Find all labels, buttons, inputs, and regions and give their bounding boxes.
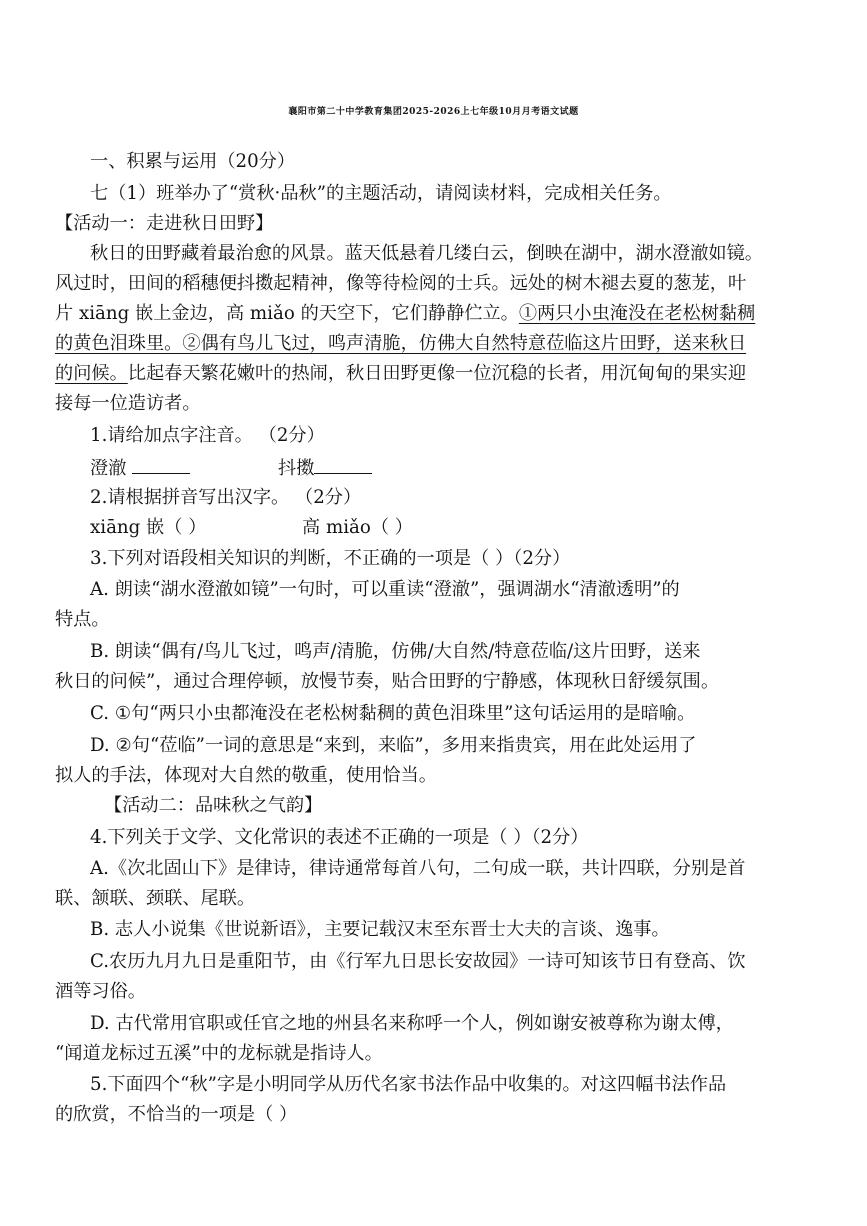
underlined-sentence: 的问候。 (55, 363, 128, 384)
passage-line: 接每一位造访者。 (55, 393, 201, 414)
passage-text: 比起春天繁花嫩叶的热闹，秋日田野更像一位沉稳的长者，用沉甸甸的果实迎 (127, 363, 747, 384)
question-4: 4.下列关于文学、文化常识的表述不正确的一项是（ ）（2分） (90, 827, 589, 848)
q4-option-a: A.《次北固山下》是律诗，律诗通常每首八句，二句成一联，共计四联，分别是首 (90, 858, 746, 879)
page-title: 襄阳市第二十中学教育集团2025-2026上七年级10月月考语文试题 (288, 107, 579, 117)
q1-answer-a (90, 455, 190, 481)
underlined-sentence: 的黄色泪珠里。②偶有鸟儿飞过，鸣声清脆，仿佛大自然特意莅临这片田野，送来秋日 (55, 333, 747, 354)
question-5: 5.下面四个“秋”字是小明同学从历代名家书法作品中收集的。对这四幅书法作品 (90, 1074, 727, 1095)
answer-blank[interactable] (314, 455, 372, 474)
intro-text: 七（1）班举办了“赏秋·品秋”的主题活动，请阅读材料，完成相关任务。 (90, 183, 672, 204)
q3-option-b-cont: 秋日的问候”，通过合理停顿，放慢节奏，贴合田野的宁静感，体现秋日舒缓氛围。 (55, 671, 720, 692)
section-heading: 一、积累与运用（20分） (90, 151, 296, 172)
passage-line (55, 302, 755, 326)
q2-answer-a: xiāng 嵌（ ） (90, 517, 207, 538)
activity-heading: 【活动二：品味秋之气韵】 (104, 795, 323, 816)
q3-option-c: C. ①句“两只小虫都淹没在老松树黏稠的黄色泪珠里”这句话运用的是暗喻。 (90, 703, 696, 724)
q4-option-d-cont: “闻道龙标过五溪”中的龙标就是指诗人。 (55, 1043, 383, 1064)
question-2: 2.请根据拼音写出汉字。 （2分） (90, 487, 362, 508)
answer-blank[interactable] (132, 455, 190, 474)
q4-option-d: D. 古代常用官职或任官之地的州县名来称呼一个人，例如谢安被尊称为谢太傅， (90, 1013, 734, 1034)
q2-answer-b: 高 miǎo（ ） (302, 517, 413, 538)
q4-option-b: B. 志人小说集《世说新语》，主要记载汉末至东晋士大夫的言谈、逸事。 (90, 919, 670, 940)
q3-option-b: B. 朗读“偶有/鸟儿飞过，鸣声/清脆，仿佛/大自然/特意莅临/这片田野，送来 (90, 641, 701, 662)
activity-heading: 【活动一：走进秋日田野】 (55, 213, 274, 234)
q4-option-a-cont: 联、颔联、颈联、尾联。 (55, 888, 256, 909)
q3-option-a: A. 朗读“湖水澄澈如镜”一句时，可以重读“澄澈”，强调湖水“清澈透明”的 (90, 579, 680, 600)
q4-option-c-cont: 酒等习俗。 (55, 981, 146, 1002)
q3-option-a-cont: 特点。 (55, 609, 110, 630)
q4-option-c: C.农历九月九日是重阳节，由《行军九日思长安故园》一诗可知该节日有登高、饮 (90, 951, 746, 972)
q3-option-d: D. ②句“莅临”一词的意思是“来到，来临”，多用来指贵宾，用在此处运用了 (90, 735, 697, 756)
passage-text: 片 xiāng 嵌上金边，高 miǎo 的天空下，它们静静伫立。 (55, 303, 519, 324)
q1-word: 澄澈 (90, 458, 127, 479)
q1-answer-b (278, 455, 372, 481)
passage-line: 秋日的田野藏着最治愈的风景。蓝天低悬着几缕白云，倒映在湖中，湖水澄澈如镜。 (90, 243, 763, 264)
question-3: 3.下列对语段相关知识的判断，不正确的一项是（ ）（2分） (90, 548, 571, 569)
underlined-sentence: ①两只小虫淹没在老松树黏稠 (518, 303, 756, 324)
q3-option-d-cont: 拟人的手法，体现对大自然的敬重，使用恰当。 (55, 765, 437, 786)
question-5-cont: 的欣赏，不恰当的一项是（ ） (55, 1104, 298, 1125)
passage-line (55, 362, 746, 386)
q1-word: 抖擞 (278, 458, 315, 479)
question-1: 1.请给加点字注音。 （2分） (90, 425, 325, 446)
passage-line: 风过时，田间的稻穗便抖擞起精神，像等待检阅的士兵。远处的树木褪去夏的葱茏，叶 (55, 273, 747, 294)
